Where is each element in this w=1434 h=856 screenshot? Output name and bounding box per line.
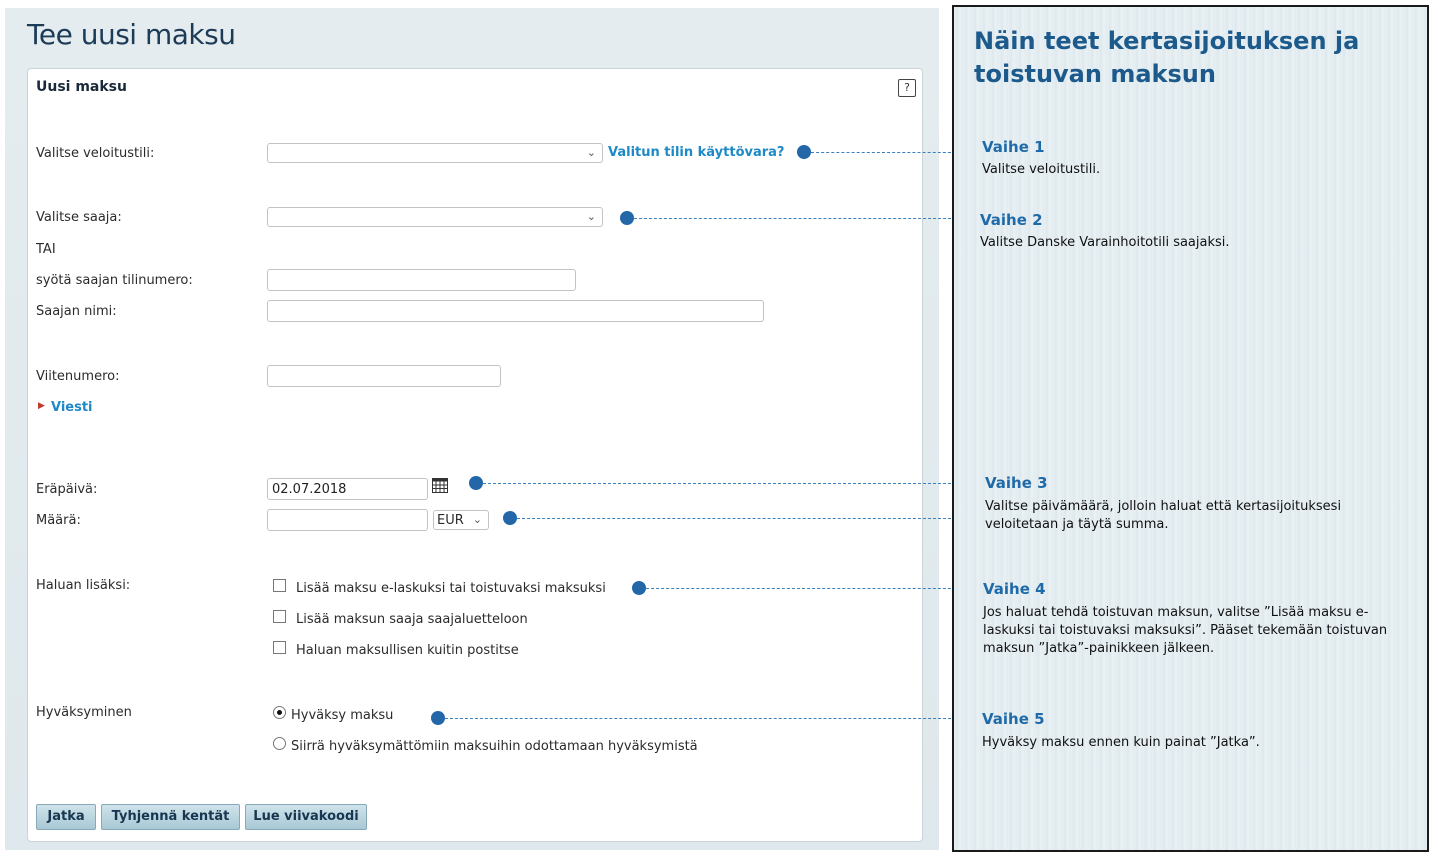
checkbox-payee-list[interactable] xyxy=(273,610,286,623)
checkbox-receipt-label: Haluan maksullisen kuitin postitse xyxy=(296,643,519,658)
step2-heading: Vaihe 2 xyxy=(980,211,1043,229)
step1-heading: Vaihe 1 xyxy=(982,138,1045,156)
callout-line-step5 xyxy=(445,718,956,719)
account-availability-link[interactable]: Valitun tilin käyttövara? xyxy=(608,145,785,160)
clear-fields-button[interactable]: Tyhjennä kentät xyxy=(101,804,240,830)
step4-text: Jos haluat tehdä toistuvan maksun, valitse ”Lisää maksu e-laskuksi tai toistuvaksi maksuksi”. Pääset tekemään toistuvan maksun ”Jatka”-painikkeen jälkeen. xyxy=(983,605,1388,656)
payee-select[interactable] xyxy=(267,207,603,227)
step3-heading: Vaihe 3 xyxy=(985,474,1048,492)
extras-label: Haluan lisäksi: xyxy=(36,578,131,593)
checkbox-payee-list-label: Lisää maksun saaja saajaluetteloon xyxy=(296,612,528,627)
card-title: Uusi maksu xyxy=(36,79,127,95)
reference-label: Viitenumero: xyxy=(36,369,120,384)
callout-dot-step2 xyxy=(620,211,634,225)
chevron-down-icon: ⌄ xyxy=(586,146,596,159)
currency-select[interactable] xyxy=(433,510,489,530)
step2-text: Valitse Danske Varainhoitotili saajaksi. xyxy=(980,235,1230,250)
guide-panel xyxy=(952,5,1429,852)
continue-button[interactable]: Jatka xyxy=(36,804,96,830)
chevron-down-icon: ⌄ xyxy=(586,210,596,223)
callout-line-step2 xyxy=(634,218,956,219)
guide-title: Näin teet kertasijoituksen ja toistuvan maksun xyxy=(974,27,1360,88)
callout-dot-step5 xyxy=(431,711,445,725)
debit-account-select[interactable] xyxy=(267,143,603,163)
due-date-label: Eräpäivä: xyxy=(36,482,98,497)
callout-dot-step3a xyxy=(469,476,483,490)
step4-heading: Vaihe 4 xyxy=(983,580,1046,598)
callout-dot-step3b xyxy=(503,511,517,525)
amount-input[interactable] xyxy=(267,509,428,531)
radio-approve-label: Hyväksy maksu xyxy=(291,708,394,723)
callout-line-step1 xyxy=(811,152,956,153)
currency-value: EUR xyxy=(437,513,464,528)
callout-line-step4 xyxy=(646,588,956,589)
callout-line-step3a xyxy=(483,483,956,484)
callout-dot-step1 xyxy=(797,145,811,159)
payee-name-input[interactable] xyxy=(267,300,764,322)
checkbox-einvoice[interactable] xyxy=(273,579,286,592)
radio-defer[interactable] xyxy=(273,737,286,750)
callout-dot-step4 xyxy=(632,581,646,595)
step3-text: Valitse päivämäärä, jolloin haluat että kertasijoituksesi veloitetaan ja täytä summa. xyxy=(985,499,1342,532)
checkbox-receipt[interactable] xyxy=(273,641,286,654)
radio-approve[interactable] xyxy=(273,706,286,719)
chevron-down-icon: ⌄ xyxy=(472,513,482,526)
step1-text: Valitse veloitustili. xyxy=(982,162,1101,177)
step5-text: Hyväksy maksu ennen kuin painat ”Jatka”. xyxy=(982,735,1260,750)
calendar-icon[interactable] xyxy=(432,478,448,493)
message-link[interactable]: Viesti xyxy=(51,400,93,415)
reference-input[interactable] xyxy=(267,365,501,387)
amount-label: Määrä: xyxy=(36,513,81,528)
caret-right-icon: ▶ xyxy=(38,401,45,411)
read-barcode-button[interactable]: Lue viivakoodi xyxy=(245,804,367,830)
payee-account-input[interactable] xyxy=(267,269,576,291)
payee-account-label: syötä saajan tilinumero: xyxy=(36,273,193,288)
payment-form-card xyxy=(27,68,923,842)
payee-name-label: Saajan nimi: xyxy=(36,304,117,319)
radio-defer-label: Siirrä hyväksymättömiin maksuihin odottamaan hyväksymistä xyxy=(291,739,698,754)
help-icon[interactable]: ? xyxy=(898,79,916,97)
debit-account-label: Valitse veloitustili: xyxy=(36,146,155,161)
page-title: Tee uusi maksu xyxy=(27,18,236,51)
callout-line-step3b xyxy=(517,518,956,519)
checkbox-einvoice-label: Lisää maksu e-laskuksi tai toistuvaksi maksuksi xyxy=(296,581,606,596)
due-date-input[interactable]: 02.07.2018 xyxy=(267,478,428,500)
payee-label: Valitse saaja: xyxy=(36,210,122,225)
approval-label: Hyväksyminen xyxy=(36,705,132,720)
or-label: TAI xyxy=(36,242,56,257)
step5-heading: Vaihe 5 xyxy=(982,710,1045,728)
